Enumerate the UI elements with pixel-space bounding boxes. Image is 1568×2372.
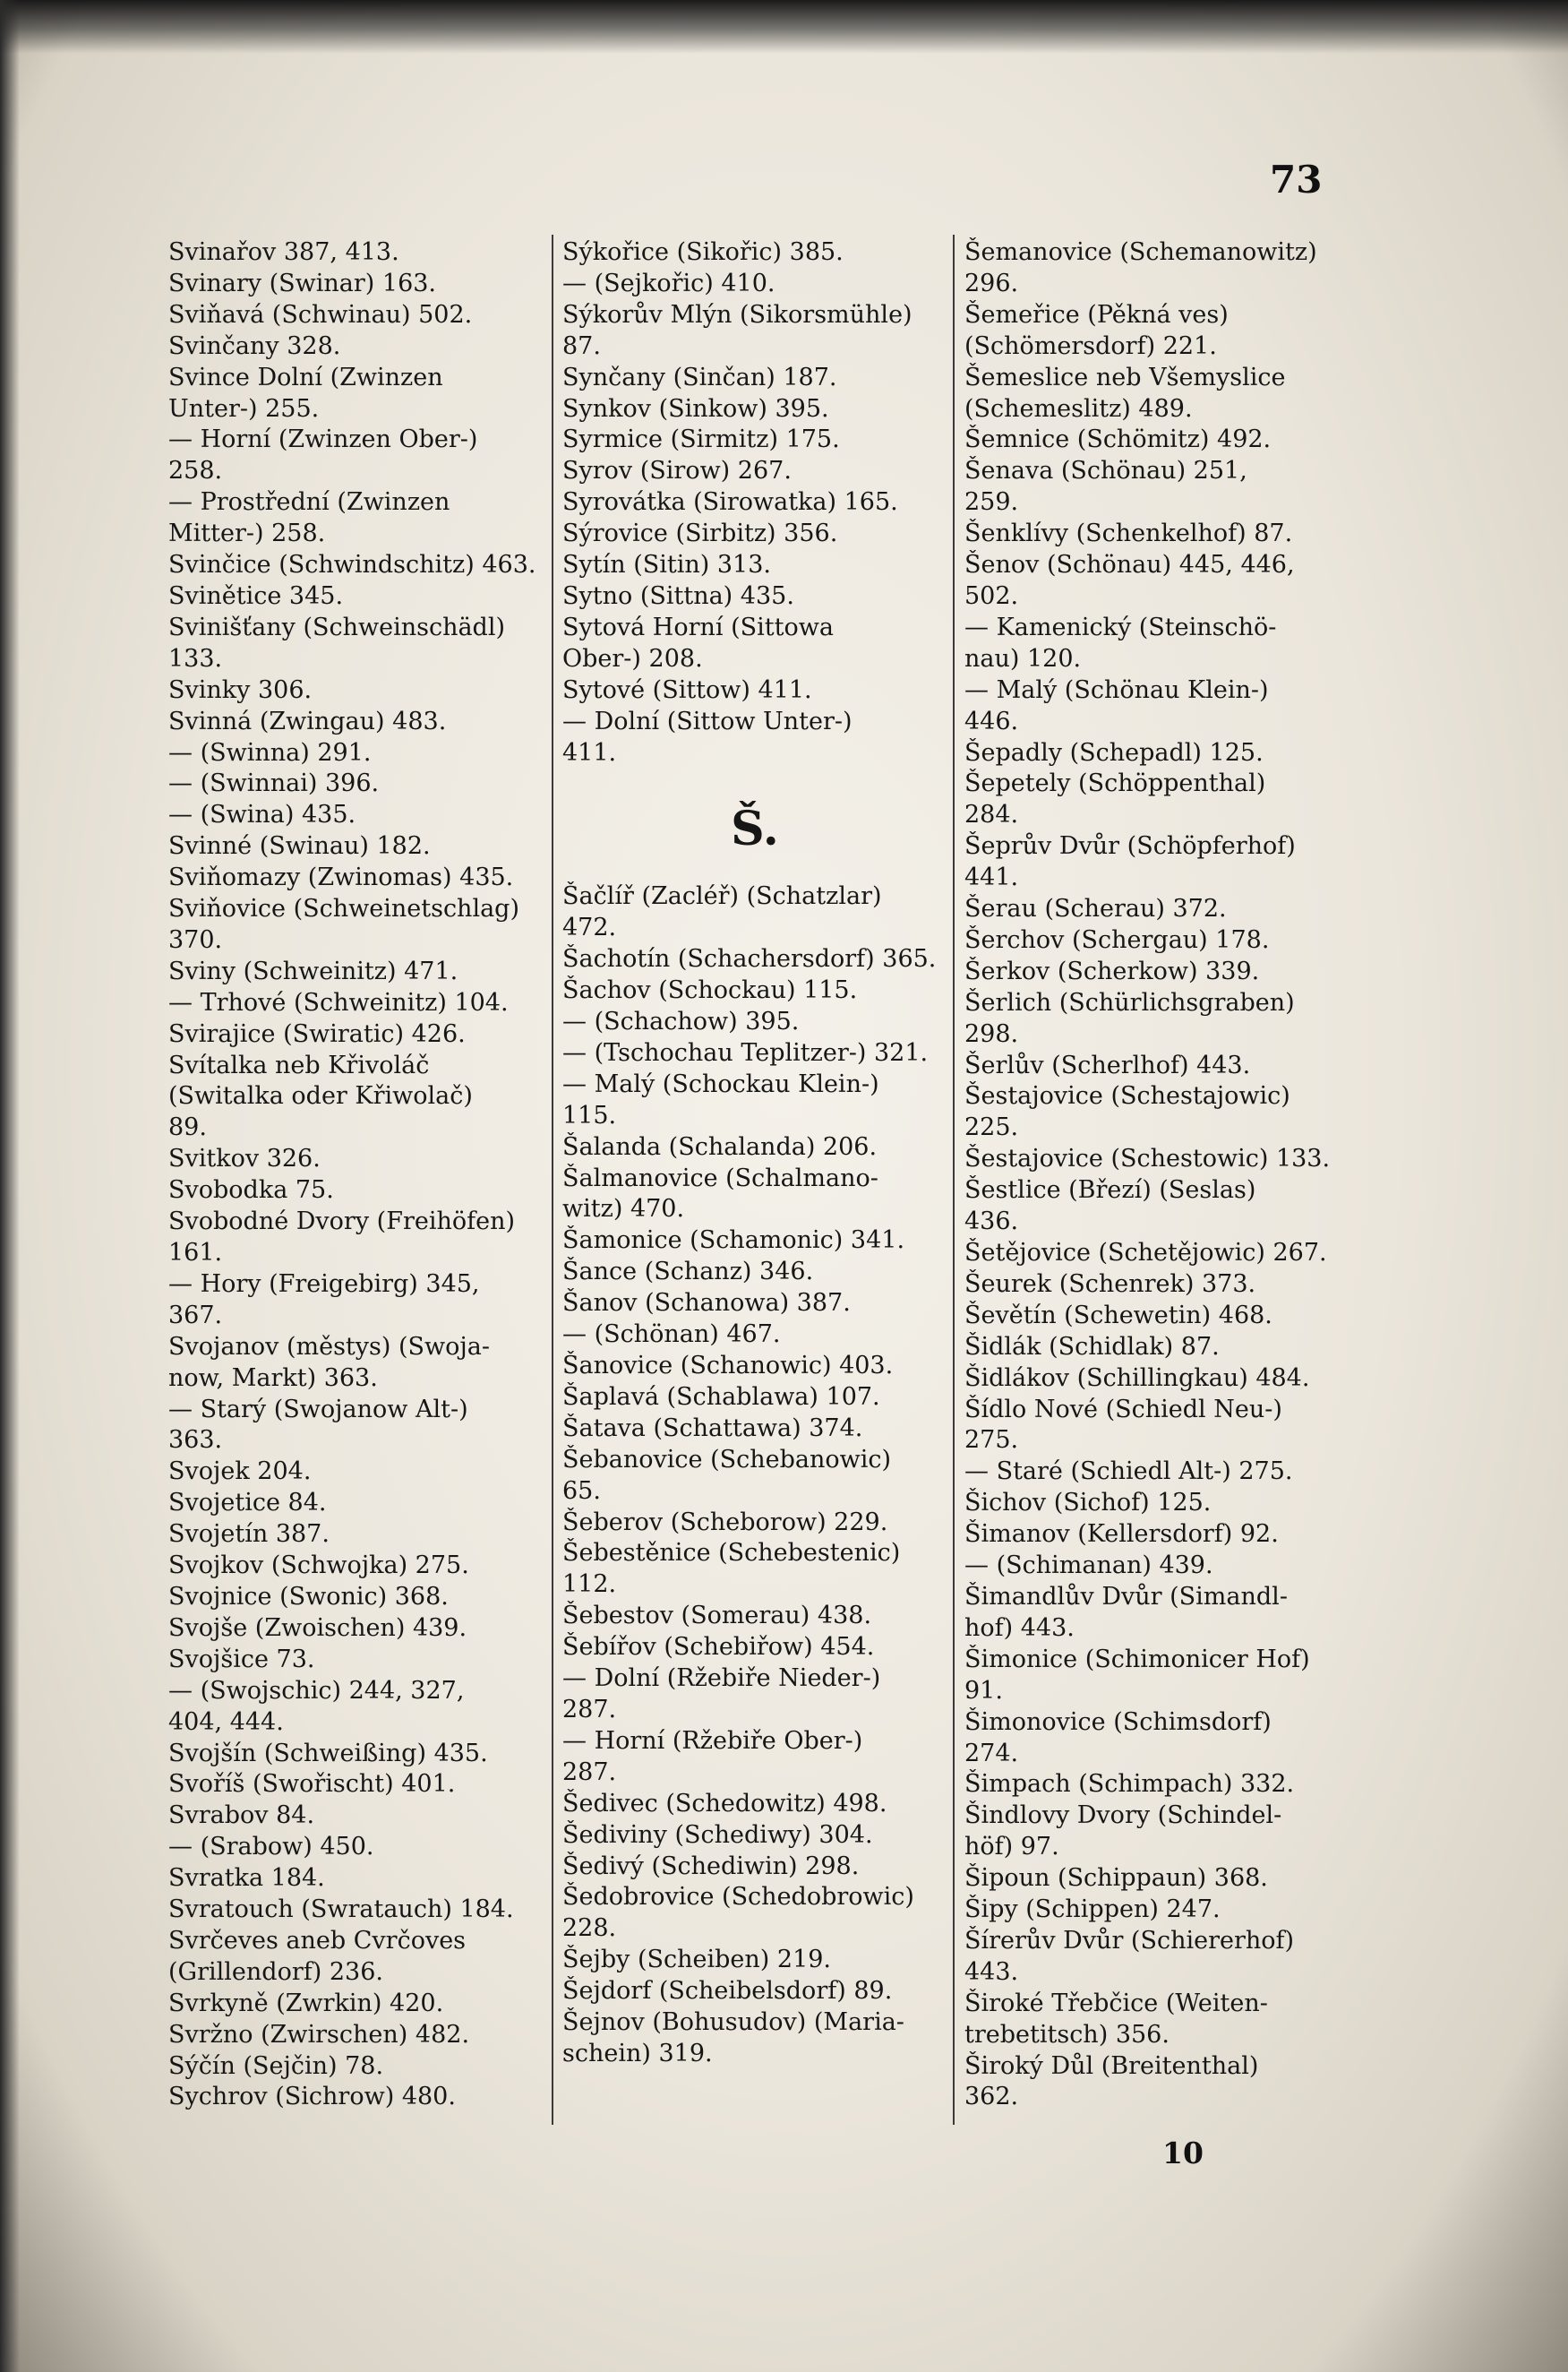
column-2-entries-sh bbox=[562, 881, 947, 2069]
index-entry: Šatava (Schattawa) 374. bbox=[562, 1414, 863, 1442]
index-entry: Synčany (Sinčan) 187. bbox=[562, 363, 837, 391]
index-entry: Sýkorův Mlýn (Sikorsmühle) bbox=[562, 300, 913, 329]
index-entry: — Horní (Zwinzen Ober-) bbox=[168, 425, 478, 454]
index-entry: 363. bbox=[168, 1426, 223, 1455]
index-entry: 298. bbox=[964, 1019, 1019, 1048]
index-entry: now, Markt) 363. bbox=[168, 1363, 378, 1392]
index-entry: Unter-) 255. bbox=[168, 394, 320, 423]
index-entry: höf) 97. bbox=[964, 1833, 1059, 1861]
index-entry: Svojetín 387. bbox=[168, 1520, 330, 1549]
index-entry: Šenklívy (Schenkelhof) 87. bbox=[964, 520, 1293, 548]
index-entry: Svojetice 84. bbox=[168, 1489, 327, 1517]
index-entry: Svoříš (Swořischt) 401. bbox=[168, 1770, 456, 1799]
index-entry: 296. bbox=[964, 269, 1019, 297]
index-entry: Svinčice (Schwindschitz) 463. bbox=[168, 551, 536, 580]
index-entry: Šimanov (Kellersdorf) 92. bbox=[964, 1520, 1279, 1549]
index-entry: Široké Třebčice (Weiten- bbox=[964, 1989, 1268, 2017]
index-entry: 472. bbox=[562, 914, 617, 942]
index-entry: Svržno (Zwirschen) 482. bbox=[168, 2020, 470, 2049]
index-entry: 228. bbox=[562, 1914, 617, 1943]
scan-border-top bbox=[0, 0, 1568, 54]
index-entry: — Kamenický (Steinschö- bbox=[964, 613, 1277, 641]
index-entry: Šedivý (Schediwin) 298. bbox=[562, 1852, 860, 1880]
index-entry: Šemnice (Schömitz) 492. bbox=[964, 425, 1272, 454]
index-column-2 bbox=[562, 237, 947, 2070]
index-entry: 65. bbox=[562, 1476, 601, 1505]
index-entry: Šimonice (Schimonicer Hof) bbox=[964, 1645, 1310, 1673]
index-entry: 112. bbox=[562, 1570, 617, 1599]
index-entry: — Trhové (Schweinitz) 104. bbox=[168, 988, 509, 1017]
index-entry: Sviňavá (Schwinau) 502. bbox=[168, 300, 473, 329]
index-entry: — (Srabow) 450. bbox=[168, 1833, 374, 1861]
column-2-entries-s bbox=[562, 237, 947, 769]
index-entry: Šimonovice (Schimsdorf) bbox=[964, 1707, 1272, 1736]
index-entry: schein) 319. bbox=[562, 2039, 713, 2067]
index-entry: — (Schimanan) 439. bbox=[964, 1551, 1213, 1580]
index-entry: 362. bbox=[964, 2083, 1019, 2111]
index-entry: Sviňovice (Schweinetschlag) bbox=[168, 895, 520, 924]
index-entry: Svinařov 387, 413. bbox=[168, 238, 399, 266]
index-entry: Šetějovice (Schetějowic) 267. bbox=[964, 1239, 1327, 1267]
index-entry: — Staré (Schiedl Alt-) 275. bbox=[964, 1457, 1293, 1486]
section-heading: Š. bbox=[731, 802, 779, 857]
index-entry: Šaplavá (Schablawa) 107. bbox=[562, 1382, 880, 1411]
index-entry: Šebanovice (Schebanowic) bbox=[562, 1445, 892, 1474]
index-entry: Svrkyně (Zwrkin) 420. bbox=[168, 1989, 444, 2017]
index-entry: Svojše (Zwoischen) 439. bbox=[168, 1613, 467, 1642]
index-entry: 502. bbox=[964, 581, 1019, 610]
index-entry: Šejdorf (Scheibelsdorf) 89. bbox=[562, 1977, 893, 2006]
index-entry: Šepadly (Schepadl) 125. bbox=[964, 738, 1264, 767]
printer-signature: 10 bbox=[1162, 2136, 1204, 2170]
index-entry: 115. bbox=[562, 1101, 617, 1130]
index-entry: (Schemeslitz) 489. bbox=[964, 394, 1193, 423]
index-entry: — Prostřední (Zwinzen bbox=[168, 488, 450, 517]
index-entry: Šidlák (Schidlak) 87. bbox=[964, 1332, 1220, 1361]
index-entry: Svobodné Dvory (Freihöfen) bbox=[168, 1207, 516, 1236]
index-entry: Svinary (Swinar) 163. bbox=[168, 269, 437, 297]
index-entry: Šanovice (Schanowic) 403. bbox=[562, 1352, 894, 1379]
index-entry: Šindlovy Dvory (Schindel- bbox=[964, 1801, 1282, 1830]
index-entry: nau) 120. bbox=[964, 644, 1082, 673]
index-entry: Šejnov (Bohusudov) (Maria- bbox=[562, 2008, 904, 2037]
index-entry: Šemeslice neb Všemyslice bbox=[964, 363, 1286, 391]
index-entry: Svitkov 326. bbox=[168, 1145, 321, 1173]
index-entry: 259. bbox=[964, 488, 1019, 517]
index-entry: 89. bbox=[168, 1113, 207, 1142]
index-entry: 441. bbox=[964, 864, 1019, 892]
index-entry: Šírerův Dvůr (Schiererhof) bbox=[964, 1926, 1295, 1955]
index-entry: Svinné (Swinau) 182. bbox=[168, 832, 431, 861]
index-entry: Šipoun (Schippaun) 368. bbox=[964, 1864, 1268, 1893]
index-entry: Šemanovice (Schemanowitz) bbox=[964, 238, 1317, 266]
index-entry: Sýkořice (Sikořic) 385. bbox=[562, 238, 844, 266]
index-entry: Šemeřice (Pěkná ves) bbox=[964, 300, 1229, 329]
index-entry: Šerkov (Scherkow) 339. bbox=[964, 957, 1260, 985]
index-entry: Svrčeves aneb Cvrčoves bbox=[168, 1926, 467, 1955]
column-divider bbox=[953, 235, 955, 2125]
index-entry: Svojanov (městys) (Swoja- bbox=[168, 1332, 490, 1361]
index-entry: 287. bbox=[562, 1695, 617, 1723]
index-entry: Syrmice (Sirmitz) 175. bbox=[562, 425, 840, 454]
index-entry: (Schömersdorf) 221. bbox=[964, 331, 1217, 360]
index-entry: Šeurek (Schenrek) 373. bbox=[964, 1269, 1256, 1298]
index-entry: Sytová Horní (Sittowa bbox=[562, 613, 834, 641]
index-entry: 443. bbox=[964, 1957, 1019, 1986]
index-entry: Ševětín (Schewetin) 468. bbox=[964, 1301, 1272, 1329]
index-entry: Sýrovice (Sirbitz) 356. bbox=[562, 520, 838, 548]
index-entry: Šídlo Nové (Schiedl Neu-) bbox=[964, 1395, 1282, 1423]
index-entry: Šeprův Dvůr (Schöpferhof) bbox=[964, 832, 1296, 861]
index-entry: witz) 470. bbox=[562, 1195, 685, 1224]
index-entry: 87. bbox=[562, 331, 601, 360]
index-entry: — Horní (Ržebiře Ober-) bbox=[562, 1726, 863, 1755]
index-entry: Sytové (Sittow) 411. bbox=[562, 675, 812, 704]
index-column-3 bbox=[964, 237, 1353, 2113]
index-entry: Svirajice (Swiratic) 426. bbox=[168, 1019, 466, 1048]
index-entry: Šepetely (Schöppenthal) bbox=[964, 769, 1266, 798]
index-entry: Šalanda (Schalanda) 206. bbox=[562, 1132, 878, 1161]
index-entry: Svratouch (Swratauch) 184. bbox=[168, 1895, 514, 1924]
index-entry: Šidlákov (Schillingkau) 484. bbox=[964, 1363, 1310, 1392]
index-entry: trebetitsch) 356. bbox=[964, 2020, 1170, 2049]
index-entry: Sviny (Schweinitz) 471. bbox=[168, 957, 458, 985]
index-entry: hof) 443. bbox=[964, 1613, 1075, 1642]
index-entry: — Starý (Swojanow Alt-) bbox=[168, 1395, 468, 1423]
index-entry: Syrovátka (Sirowatka) 165. bbox=[562, 488, 898, 517]
index-entry: Svrabov 84. bbox=[168, 1801, 315, 1830]
index-entry: Šenava (Schönau) 251, bbox=[964, 457, 1247, 486]
index-entry: Šichov (Sichof) 125. bbox=[964, 1489, 1212, 1517]
index-entry: — Malý (Schockau Klein-) bbox=[562, 1070, 879, 1098]
index-entry: — Dolní (Sittow Unter-) bbox=[562, 707, 853, 735]
index-entry: Synkov (Sinkow) 395. bbox=[562, 394, 829, 423]
index-entry: Sychrov (Sichrow) 480. bbox=[168, 2083, 456, 2111]
index-entry: — (Tschochau Teplitzer-) 321. bbox=[562, 1038, 929, 1067]
index-entry: Svinčany 328. bbox=[168, 331, 341, 360]
index-entry: Svinky 306. bbox=[168, 675, 313, 704]
index-entry: — (Swina) 435. bbox=[168, 801, 356, 829]
page-number: 73 bbox=[1270, 158, 1323, 202]
index-entry: Šachov (Schockau) 115. bbox=[562, 976, 858, 1005]
index-entry: 258. bbox=[168, 457, 223, 486]
index-entry: Šediviny (Schediwy) 304. bbox=[562, 1820, 873, 1849]
index-entry: — (Sejkořic) 410. bbox=[562, 269, 775, 297]
index-entry: Svojkov (Schwojka) 275. bbox=[168, 1551, 469, 1580]
index-entry: 225. bbox=[964, 1113, 1019, 1142]
column-divider bbox=[552, 235, 553, 2125]
index-entry: Mitter-) 258. bbox=[168, 520, 326, 548]
index-entry: — (Schönan) 467. bbox=[562, 1320, 781, 1349]
index-entry: Šedobrovice (Schedobrowic) bbox=[562, 1883, 914, 1912]
index-entry: 404, 444. bbox=[168, 1707, 284, 1736]
index-entry: — (Swinnai) 396. bbox=[168, 769, 380, 798]
index-entry: Sviňomazy (Zwinomas) 435. bbox=[168, 864, 514, 892]
index-entry: 411. bbox=[562, 738, 617, 767]
index-entry: Šačlíř (Zacléř) (Schatzlar) bbox=[562, 882, 882, 911]
index-entry: (Switalka oder Křiwolač) bbox=[168, 1082, 473, 1111]
index-entry: Šerau (Scherau) 372. bbox=[964, 895, 1227, 924]
index-entry: Šebestov (Somerau) 438. bbox=[562, 1602, 872, 1630]
index-entry: Šerlův (Scherlhof) 443. bbox=[964, 1051, 1251, 1079]
index-entry: Šenov (Schönau) 445, 446, bbox=[964, 551, 1295, 580]
index-entry: — Dolní (Ržebiře Nieder-) bbox=[562, 1664, 881, 1693]
index-entry: 91. bbox=[964, 1676, 1003, 1705]
index-entry: Šimpach (Schimpach) 332. bbox=[964, 1770, 1295, 1799]
index-entry: Šestajovice (Schestajowic) bbox=[964, 1082, 1290, 1111]
index-entry: Šanov (Schanowa) 387. bbox=[562, 1289, 851, 1318]
index-entry: 436. bbox=[964, 1207, 1019, 1236]
index-entry: 161. bbox=[168, 1239, 223, 1267]
index-entry: Šeberov (Scheborow) 229. bbox=[562, 1508, 888, 1536]
index-entry: (Grillendorf) 236. bbox=[168, 1957, 383, 1986]
index-entry: Šachotín (Schachersdorf) 365. bbox=[562, 945, 937, 974]
index-entry: Šestajovice (Schestowic) 133. bbox=[964, 1145, 1331, 1173]
index-entry: Svojšice 73. bbox=[168, 1645, 315, 1673]
index-entry: Sýčín (Sejčin) 78. bbox=[168, 2051, 384, 2080]
index-entry: — Hory (Freigebirg) 345, bbox=[168, 1269, 480, 1298]
index-entry: 370. bbox=[168, 925, 223, 954]
index-entry: — (Swinna) 291. bbox=[168, 738, 372, 767]
index-entry: 367. bbox=[168, 1301, 223, 1329]
index-entry: Šedivec (Schedowitz) 498. bbox=[562, 1789, 887, 1818]
index-entry: Šimandlův Dvůr (Simandl- bbox=[964, 1582, 1288, 1611]
index-entry: Šebířov (Schebiřow) 454. bbox=[562, 1633, 875, 1662]
index-entry: Sytno (Sittna) 435. bbox=[562, 581, 794, 610]
index-entry: Svobodka 75. bbox=[168, 1176, 334, 1205]
index-entry: Šebestěnice (Schebestenic) bbox=[562, 1539, 901, 1568]
index-entry: — Malý (Schönau Klein-) bbox=[964, 675, 1269, 704]
index-entry: Syrov (Sirow) 267. bbox=[562, 457, 792, 486]
index-entry: Sytín (Sitin) 313. bbox=[562, 551, 771, 580]
index-entry: Šalmanovice (Schalmano- bbox=[562, 1164, 878, 1192]
index-entry: Svinná (Zwingau) 483. bbox=[168, 707, 447, 735]
index-entry: 446. bbox=[964, 707, 1019, 735]
index-entry: 275. bbox=[964, 1426, 1019, 1455]
index-entry: Šance (Schanz) 346. bbox=[562, 1258, 814, 1286]
index-entry: Šerchov (Schergau) 178. bbox=[964, 925, 1270, 954]
index-entry: Svinišťany (Schweinschädl) bbox=[168, 613, 506, 641]
index-entry: Svojšín (Schweißing) 435. bbox=[168, 1739, 488, 1767]
index-entry: Svratka 184. bbox=[168, 1864, 325, 1893]
index-entry: Šestlice (Březí) (Seslas) bbox=[964, 1176, 1256, 1205]
index-entry: Svojnice (Swonic) 368. bbox=[168, 1582, 449, 1611]
scan-border-left bbox=[0, 0, 20, 2372]
index-entry: 287. bbox=[562, 1758, 617, 1786]
index-entry: 284. bbox=[964, 801, 1019, 829]
index-entry: — (Schachow) 395. bbox=[562, 1008, 800, 1036]
index-entry: Svojek 204. bbox=[168, 1457, 312, 1486]
index-entry: Šamonice (Schamonic) 341. bbox=[562, 1226, 905, 1255]
index-entry: Šejby (Scheiben) 219. bbox=[562, 1946, 832, 1974]
index-entry: 133. bbox=[168, 644, 223, 673]
index-column-1 bbox=[168, 237, 544, 2113]
index-entry: Ober-) 208. bbox=[562, 644, 703, 673]
index-entry: Svinětice 345. bbox=[168, 581, 344, 610]
index-entry: Šipy (Schippen) 247. bbox=[964, 1895, 1221, 1924]
index-entry: — (Swojschic) 244, 327, bbox=[168, 1676, 465, 1705]
index-entry: Svítalka neb Křivoláč bbox=[168, 1051, 430, 1079]
index-entry: Široký Důl (Breitenthal) bbox=[964, 2051, 1259, 2080]
index-entry: 274. bbox=[964, 1739, 1019, 1767]
index-entry: Šerlich (Schürlichsgraben) bbox=[964, 988, 1295, 1017]
index-entry: Svince Dolní (Zwinzen bbox=[168, 363, 443, 391]
